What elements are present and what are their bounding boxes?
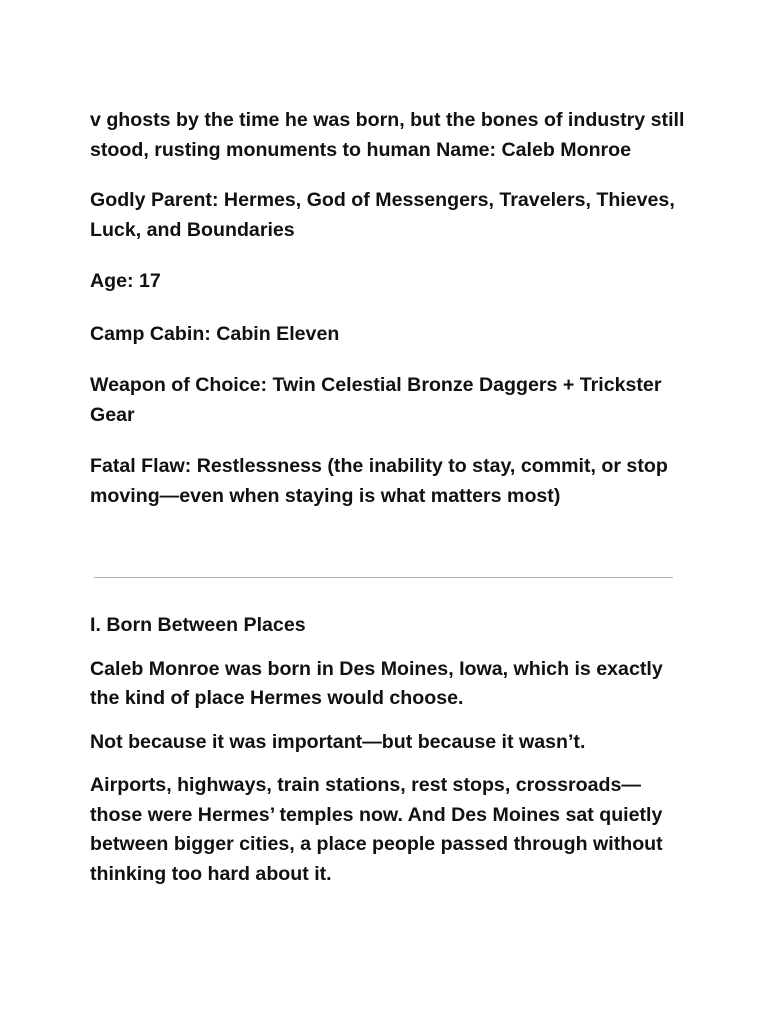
godly-parent-line: Godly Parent: Hermes, God of Messengers, Travelers, Thieves, Luck, and Boundaries <box>90 189 675 241</box>
weapon-line: Weapon of Choice: Twin Celestial Bronze Daggers + Trickster Gear <box>90 374 662 426</box>
horizontal-divider <box>94 577 673 578</box>
section-heading: I. Born Between Places <box>90 614 306 636</box>
section-born-between-places <box>90 611 690 889</box>
camp-cabin-line: Camp Cabin: Cabin Eleven <box>90 322 340 345</box>
intro-paragraph: v ghosts by the time he was born, but the bones of industry still stood, rusting monuments to human Name: Caleb Monroe <box>90 109 685 161</box>
section-paragraph: Caleb Monroe was born in Des Moines, Iowa, which is exactly the kind of place Hermes would choose. <box>90 657 663 709</box>
section-paragraph: Airports, highways, train stations, rest stops, crossroads—those were Hermes’ temples now. And Des Moines sat quietly between bigger cities, a place people passed through without thinking too hard about it. <box>90 774 663 885</box>
section-paragraph: Not because it was important—but because it wasn’t. <box>90 730 586 753</box>
profile-block <box>90 106 690 511</box>
fatal-flaw-line: Fatal Flaw: Restlessness (the inability to stay, commit, or stop moving—even when staying is what matters most) <box>90 455 668 507</box>
age-line: Age: 17 <box>90 270 161 292</box>
